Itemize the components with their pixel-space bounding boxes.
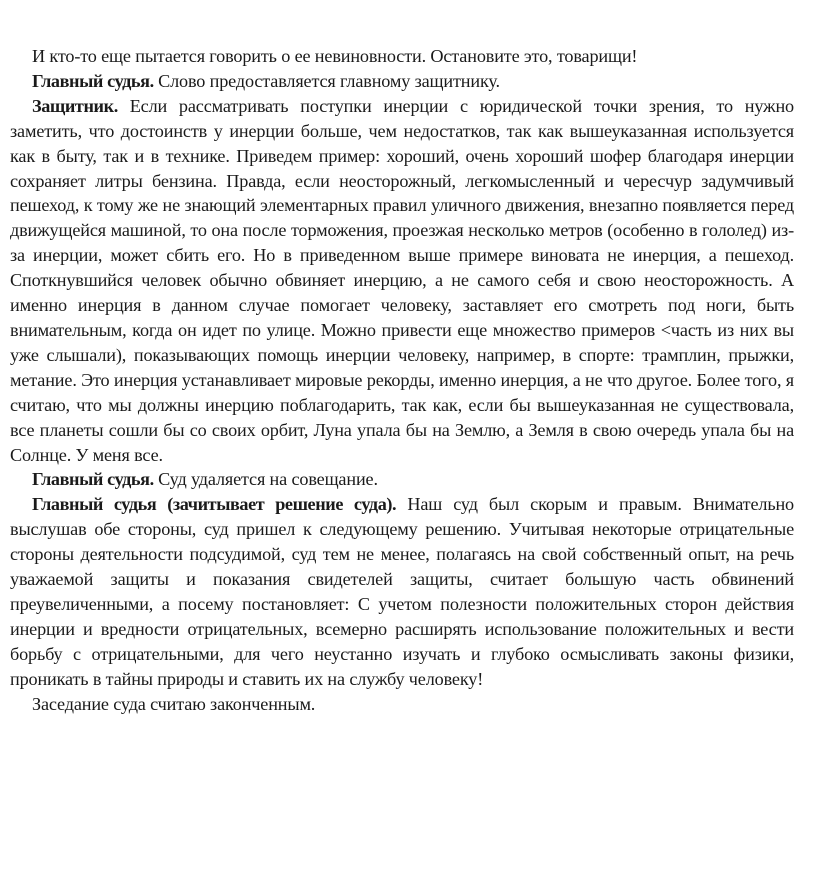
paragraph-2	[10, 69, 794, 94]
paragraph-text: Слово предоставляется главному защитнику.	[153, 70, 500, 91]
paragraph-4	[10, 467, 794, 492]
paragraph-3	[10, 94, 794, 468]
speaker-label: Главный судья (зачитывает решение суда).	[32, 494, 397, 515]
paragraph-1	[10, 44, 794, 69]
paragraph-text: Суд удаляется на совещание.	[153, 469, 378, 490]
speaker-label: Защитник.	[32, 95, 118, 116]
paragraph-6	[10, 692, 794, 717]
speaker-label: Главный судья.	[32, 70, 154, 91]
paragraph-text: И кто-то еще пытается говорить о ее невиновности. Остановите это, товарищи!	[32, 46, 638, 66]
paragraph-text: Если рассматривать поступки инерции с юридической точки зрения, то нужно заметить, что достоинств у инерции больше, чем недостатков, так как вышеуказанная используется как в быту, так и в технике. Приведем пример: хороший, очень хороший шофер благодаря инерции сохраняет литры бензина. Правда, если неосторожный, легкомысленный и чересчур задумчивый пешеход, к тому же не знающий элементарных правил уличного движения, внезапно появляется перед движущейся машиной, то она после торможения, проезжая несколько метров (особенно в гололед) из-за инерции, может сбить его. Но в приведенном выше примере виновата не инерция, а пешеход. Споткнувшийся человек обычно обвиняет инерцию, а не самого себя и свою неосторожность. А именно инерция в данном случае помогает человеку, заставляет его смотреть под ноги, быть внимательным, когда он идет по улице. Можно привести еще множество примеров <часть из них вы уже слышали), показывающих помощь инерции человеку, например, в спорте: трамплин, прыжки, метание. Это инерция устанавливает мировые рекорды, именно инерция, а не что другое. Более того, я считаю, что мы должны инерцию поблагодарить, так как, если бы вышеуказанная не существовала, все планеты сошли бы со своих орбит, Луна упала бы на Землю, а Земля в свою очередь упала бы на Солнце. У меня все.	[10, 95, 794, 465]
paragraph-text: Заседание суда считаю законченным.	[32, 693, 316, 714]
paragraph-5	[10, 492, 794, 691]
paragraph-text: Наш суд был скорым и правым. Внимательно выслушав обе стороны, суд пришел к следующему решению. Учитывая некоторые отрицательные стороны деятельности подсудимой, суд тем не менее, полагаясь на свой собственный опыт, на речь уважаемой защиты и показания свидетелей защиты, считает большую часть обвинений преувеличенными, а посему постановляет: С учетом полезности положительных сторон действия инерции и вредности отрицательных, всемерно расширять использование положительных и вести борьбу с отрицательными, для чего неустанно изучать и глубоко осмысливать законы физики, проникать в тайны природы и ставить их на службу человеку!	[10, 494, 794, 689]
speaker-label: Главный судья.	[32, 469, 154, 490]
